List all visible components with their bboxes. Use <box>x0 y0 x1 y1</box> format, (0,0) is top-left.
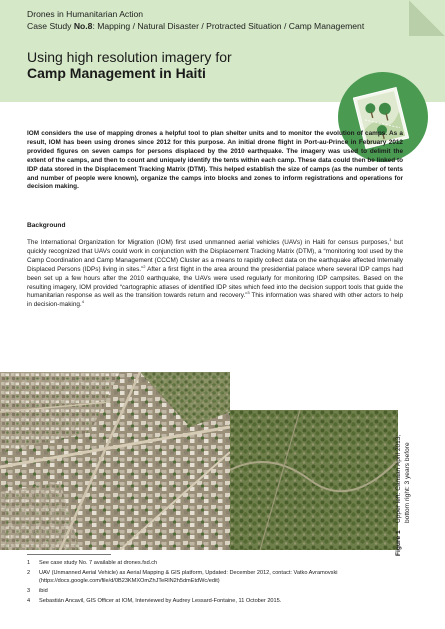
page-corner-fold <box>409 0 445 36</box>
figure-caption-line1: Upper left: Canaan April 2013; <box>395 434 402 524</box>
publication-kicker: Drones in Humanitarian Action <box>27 9 144 19</box>
figure-caption <box>395 426 435 556</box>
figure-caption-line2: bottom right: 3 years before <box>403 442 411 523</box>
footnote-item <box>27 570 407 585</box>
figure-label: Figure 1 <box>395 530 402 556</box>
footnote-item <box>27 598 407 605</box>
body-text-part4: This information was shared with other actors to help in decision-making. <box>27 292 403 309</box>
footnote-text: ibid <box>39 587 48 594</box>
footnote-number: 3 <box>27 587 31 594</box>
section-heading-background: Background <box>27 222 66 229</box>
case-study-number: No.8 <box>73 21 93 31</box>
aerial-photo-three-years-before <box>230 410 398 550</box>
footnote-number: 2 <box>27 570 31 577</box>
footnote-ref-1[interactable]: 1 <box>389 236 392 242</box>
footnotes-list <box>27 560 407 608</box>
aerial-photo-canaan-2013 <box>0 372 230 550</box>
body-text-part3: After a first flight in the area around the presidential palace where several IDP camps had been set up a few hours after the 2010 earthquake, the UAVs were used regularly for monitoring IDP campsites. Based on the resulting imagery, IOM provided “cartographic atlases of identified IDP sites which feed into the decision support tools that guide the humanitarian response as well as the transition towards return and recovery.” <box>27 265 403 300</box>
footnote-text: Sebastián Ancavil, GIS Officer at IOM, Interviewed by Audrey Lessard-Fontaine, 11 October 2015. <box>39 598 282 605</box>
page-title-line1: Using high resolution imagery for <box>27 49 232 65</box>
footnote-divider <box>27 554 111 555</box>
footnote-text: See case study No. 7 available at drones.fsd.ch <box>39 560 158 566</box>
series-prefix: Case Study <box>27 21 74 31</box>
footnote-item <box>27 588 407 595</box>
footnote-ref-4[interactable]: 4 <box>81 299 84 305</box>
background-paragraph <box>27 236 403 310</box>
series-categories: : Mapping / Natural Disaster / Protracted Situation / Camp Management <box>92 21 365 31</box>
body-text-part1: The International Organization for Migration (IOM) first used unmanned aerial vehicles (UAVs) in Haiti for census purposes, <box>27 239 390 246</box>
footnote-ref-2[interactable]: 2 <box>143 263 146 269</box>
footnote-ref-3[interactable]: 3 <box>247 290 250 296</box>
body-text-part2: but quickly recognized that UAVs could work in conjunction with the Displacement Tracking Matrix (DTM), a “monitoring tool used by the Camp Coordination and Camp Management (CCCM) Cluster as a means to rapidly collect data on the earthquake affected Internally Displaced Persons (IDPs) living in sites.” <box>27 239 403 273</box>
lead-paragraph: IOM considers the use of mapping drones a helpful tool to plan shelter units and to monitor the evolution of camps. As a result, IOM has been using drones since 2012 for this purpose. An initial drone flight in Port-au-Prince in February 2012 provided figures on seven camps for persons displaced by the 2010 earthquake. The imagery was used to delimit the extent of the camps, and then to count and uniquely identify the tents within each camp. These data could then be linked to IDP data stored in the Displacement Tracking Matrix (DTM). This helped establish the size of camps (as the number of tents and number of people were known), organize the camps into blocks and zones to inform registrations and operations for decision making. <box>27 130 403 191</box>
footnote-text[interactable]: UAV (Unmanned Aerial Vehicle) as Aerial Mapping & GIS platform, Updated: December 2012, contact: Vatko Avramovski (https://docs.google.com/file/d/0B23KMXOmZhJTeRlN2h5dmEtdWc/edit) <box>39 570 338 584</box>
footnote-number: 4 <box>27 598 31 605</box>
case-study-series <box>27 20 364 32</box>
footnote-item <box>27 560 407 567</box>
page-title-line2: Camp Management in Haiti <box>27 65 206 81</box>
footnote-number: 1 <box>27 560 31 566</box>
